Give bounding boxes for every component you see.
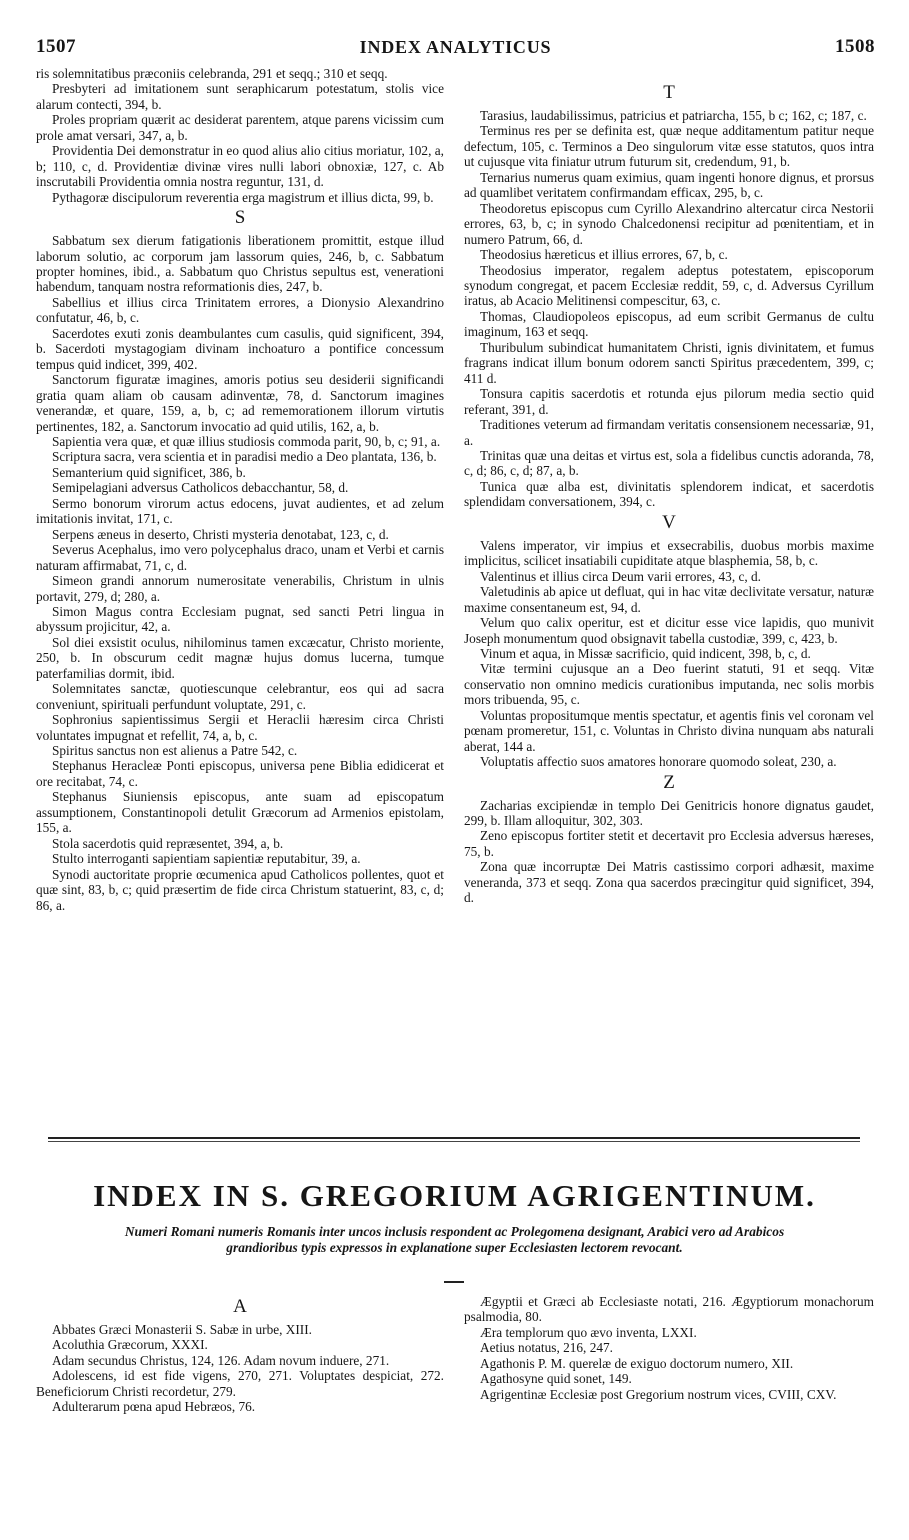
index-entry: Voluptatis affectio suos amatores honorare quomodo soleat, 230, a. (480, 754, 837, 770)
index-entry: Stephanus Siuniensis episcopus, ante suam ad episcopatum assumptionem, Constantinopoli detulit Græcorum ad Armenios epistolam, 155, a. (36, 789, 444, 836)
index-entry: Sophronius sapientissimus Sergii et Heraclii hæresim circa Christi voluntates impugnat et refellit, 74, a, b, c. (36, 712, 444, 743)
index-entry: Ternarius numerus quam eximius, quam ingenti honore dignus, et prorsus ad quamlibet veritatem confirmandam efficax, 295, b, c. (464, 169, 874, 201)
index-entry: Scriptura sacra, vera scientia et in paradisi medio a Deo plantata, 136, b. (52, 449, 437, 465)
index-entry: Simon Magus contra Ecclesiam pugnat, sed sancti Petri lingua in abyssum projicitur, 42, a. (36, 603, 444, 635)
section-letter-v: V (662, 511, 676, 533)
index-entry: Thuribulum subindicat humanitatem Christi, ignis divinitatem, et fumus fragrans indicat illum bonum odorem sancti Spiritus præcedentem, 399, c; 411 d. (464, 339, 874, 386)
index2-right-column (464, 1294, 874, 1402)
section-divider-thick (48, 1137, 860, 1139)
left-column (36, 66, 444, 913)
index-entry: Stola sacerdotis quid repræsentet, 394, a, b. (52, 835, 284, 851)
index-entry: Serpens æneus in deserto, Christi mysteria denotabat, 123, c, d. (52, 526, 389, 542)
section-letter-a: A (233, 1296, 247, 1317)
index-entry: Sacerdotes exuti zonis deambulantes cum casulis, quid significent, 394, b. Sacerdoti mystagogiam divinam inchoaturo a pontifice concessum tempus quid indicet, 399, 402. (36, 325, 444, 372)
section-letter-t: T (663, 82, 675, 103)
index-entry: Sanctorum figuratæ imagines, amoris potius seu desiderii significandi gratia quam aliam ob causam adinventæ, 78, d. Sanctorum imagines venerandæ, et quare, 159, a, b, c; ad rememorationem illorum virtutis pertinentes, 182, a. Sanctorum invocatio ad quid utilis, 162, a, b. (36, 372, 444, 434)
running-title: INDEX ANALYTICUS (359, 37, 552, 57)
index-entry: Tarasius, laudabilissimus, patricius et patriarcha, 155, b c; 162, c; 187, c. (480, 108, 867, 123)
index-entry: Theodosius imperator, regalem adeptus potestatem, episcoporum synodum congregat, et pacem Ecclesiæ reddit, 59, c, d. Adversus Cyrillum iratus, ab Acacio Melitinensi compescitur, 63, c. (464, 262, 874, 309)
page-number-right: 1508 (835, 36, 875, 57)
index-entry: Semipelagiani adversus Catholicos debacchantur, 58, d. (52, 480, 349, 496)
index-entry: Abbates Græci Monasterii S. Sabæ in urbe, XIII. (52, 1322, 312, 1337)
index-entry: Agathosyne quid sonet, 149. (480, 1371, 632, 1387)
index-entry: Adolescens, id est fide vigens, 270, 271. Voluptates despiciat, 272. Beneficiorum Christi recordetur, 279. (36, 1368, 444, 1399)
index-entry: Thomas, Claudiopoleos episcopus, ad eum scribit Germanus de cultu imaginum, 163 et seqq. (464, 308, 874, 340)
index-entry: Terminus res per se definita est, quæ neque additamentum patitur neque defectum, 105, c. Terminos a Deo singulorum vitæ esse statutos, quos intra ut cujusque vita finiatur utrum futurum sit, credendum, 91, b. (464, 123, 874, 170)
index-entry: Ægyptii et Græci ab Ecclesiaste notati, 216. Ægyptiorum monachorum psalmodia, 80. (464, 1294, 874, 1325)
index-entry: Providentia Dei demonstratur in eo quod alius alio citius moriatur, 102, a, b; 110, c, d. Providentiæ divinæ vires nulli labori obnoxiæ, 127, c. Ab inscrutabili Providentia omnia nostra reguntur, 131, d. (36, 143, 444, 190)
index-entry: Theodoretus episcopus cum Cyrillo Alexandrino altercatur circa Nestorii errores, 63, b, c; in synodo Chalcedonensi recipitur ad pœnitentiam, et in numero Patrum, 66, d. (464, 200, 874, 247)
section-letter-s: S (234, 207, 246, 229)
index2-left-column (36, 1294, 444, 1415)
index-entry: Simeon grandi annorum numerositate venerabilis, Christum in ulnis portavit, 279, d; 280, a. (36, 573, 444, 604)
section-letter-z: Z (663, 771, 675, 793)
index-entry: Solemnitates sanctæ, quotiescunque celebrantur, eos qui ad sacra conveniunt, spirituali perfundunt voluptate, 291, c. (36, 681, 444, 712)
index-entry: Adam secundus Christus, 124, 126. Adam novum induere, 271. (52, 1352, 390, 1368)
index-entry: Valetudinis ab apice ut defluat, qui in hac vitæ declivitate versatur, naturæ maxime consentaneum est, 94, d. (464, 584, 874, 615)
index-entry: Adulterarum pœna apud Hebræos, 76. (52, 1399, 256, 1415)
index-entry: Sermo bonorum virorum actus edocens, juvat audientes, et ad zelum imitationis invitat, 171, c. (36, 495, 444, 527)
index-entry: Vitæ termini cujusque an a Deo fuerint statuti, 91 et seqq. Vitæ conservatio non omnino medicis curationibus imputanda, nec solis morbis mors tribuenda, 95, c. (464, 661, 874, 708)
index-entry: Stephanus Heracleæ Ponti episcopus, universa pene Biblia edidicerat et ore recitabat, 74, c. (36, 758, 444, 789)
index-entry: Velum quo calix operitur, est et dicitur esse vice lapidis, quo munivit Joseph monumentum quod obsignavit tabella custodiæ, 399, c, 423, b. (464, 615, 874, 646)
page-header (36, 36, 875, 60)
right-column (464, 80, 874, 906)
index-entry: Pythagoræ discipulorum reverentia erga magistrum et illius dicta, 99, b. (52, 189, 434, 205)
index-entry: Agrigentinæ Ecclesiæ post Gregorium nostrum vices, CVIII, CXV. (480, 1386, 837, 1402)
index-entry: Sapientia vera quæ, et quæ illius studiosis commoda parit, 90, b, c; 91, a. (52, 433, 441, 449)
section-divider-thin (48, 1141, 860, 1142)
index-entry: Acoluthia Græcorum, XXXI. (52, 1337, 208, 1353)
index-entry: Trinitas quæ una deitas et virtus est, sola a fidelibus cunctis adoranda, 78, c, d; 86, c, d; 87, a, b. (464, 447, 874, 479)
index-entry: Vinum et aqua, in Missæ sacrificio, quid indicent, 398, b, c, d. (480, 645, 811, 661)
index-entry: Theodosius hæreticus et illius errores, 67, b, c. (480, 247, 728, 263)
index-entry: Presbyteri ad imitationem sunt seraphicarum potestatum, stolis vice alarum contecti, 394, b. (36, 81, 444, 112)
index-entry: Proles propriam quærit ac desiderat parentem, atque parens vicissim cum prole amat versari, 347, a, b. (36, 112, 444, 143)
index-subtitle: Numeri Romani numeris Romanis inter uncos inclusis respondent ac Prolegomena designant, Arabici vero ad Arabicos grandioribus typis expressos in explanatione super Ecclesiasten lectorem revocant. (124, 1224, 785, 1255)
index-entry: Zeno episcopus fortiter stetit et decertavit pro Ecclesia adversus hæreses, 75, b. (464, 828, 874, 859)
index-entry: Semanterium quid significet, 386, b. (52, 464, 246, 480)
index-entry: Traditiones veterum ad firmandam veritatis consensionem necessariæ, 91, a. (464, 417, 874, 448)
index-entry: Zona quæ incorruptæ Dei Matris castissimo corpori adhæsit, maxime veneranda, 373 et seqq. Zona qua sacerdos præcingitur quid significet, 394, d. (464, 859, 874, 906)
index-entry: Synodi auctoritate proprie œcumenica apud Catholicos pollentes, quot et quæ sint, 83, b, c; quid præsertim de fide circa Christum statuerint, 83, c, d; 86, a. (36, 866, 444, 913)
index-entry: Severus Acephalus, imo vero polycephalus draco, unam et Verbi et carnis naturam affirmabat, 71, c, d. (36, 542, 444, 573)
index-entry: ris solemnitatibus præconiis celebranda, 291 et seqq.; 310 et seqq. (36, 66, 388, 81)
short-rule (444, 1281, 464, 1283)
index-entry: Voluntas propositumque mentis spectatur, et agentis finis vel coronam vel pœnam promeretur, 151, c. Voluntas in Christo divina nunquam abs naturali aberat, 144 a. (464, 707, 874, 754)
index-entry: Æra templorum quo ævo inventa, LXXI. (480, 1324, 697, 1340)
index-entry: Valentinus et illius circa Deum varii errores, 43, c, d. (480, 568, 761, 584)
index-entry: Spiritus sanctus non est alienus a Patre 542, c. (52, 743, 298, 759)
index-entry: Sol diei exsistit oculus, nihilominus tamen excæcatur, Christo moriente, 250, b. In obscurum cedit magnæ hujus domus lucerna, tumque paterfamilias dormit, ibid. (36, 634, 444, 681)
index-entry: Tunica quæ alba est, divinitatis splendorem indicat, et sacerdotis splendidam conversationem, 394, c. (464, 478, 874, 510)
index-entry: Agathonis P. M. querelæ de exiguo doctorum numero, XII. (480, 1355, 794, 1371)
index-title: INDEX IN S. GREGORIUM AGRIGENTINUM. (93, 1178, 816, 1213)
index-entry: Tonsura capitis sacerdotis et rotunda ejus pilorum media sectio quid referant, 391, d. (464, 386, 874, 417)
index-entry: Stulto interroganti sapientiam sapientiæ reputabitur, 39, a. (52, 851, 361, 867)
index-entry: Sabbatum sex dierum fatigationis liberationem promittit, estque illud laborum solutio, ac corporum jam lassorum quies, 246, b, c. Sabbatum propter homines, ibid., a. Sabbatum quo Christus sepultus est, venerationi habendum, tanquam nostra reformationis dies, 247, b. (36, 233, 444, 295)
index-entry: Valens imperator, vir impius et exsecrabilis, duobus morbis maxime implicitus, scilicet insatiabili cupiditate atque blasphemia, 58, b, c. (464, 537, 874, 569)
index-entry: Aetius notatus, 216, 247. (480, 1340, 613, 1356)
index-entry: Zacharias excipiendæ in templo Dei Genitricis honore dignatus gaudet, 299, b. Illam alloquitur, 302, 303. (464, 797, 874, 829)
index-entry: Sabellius et illius circa Trinitatem errores, a Dionysio Alexandrino confutatur, 46, b, c. (36, 294, 444, 326)
page-number-left: 1507 (36, 36, 76, 57)
